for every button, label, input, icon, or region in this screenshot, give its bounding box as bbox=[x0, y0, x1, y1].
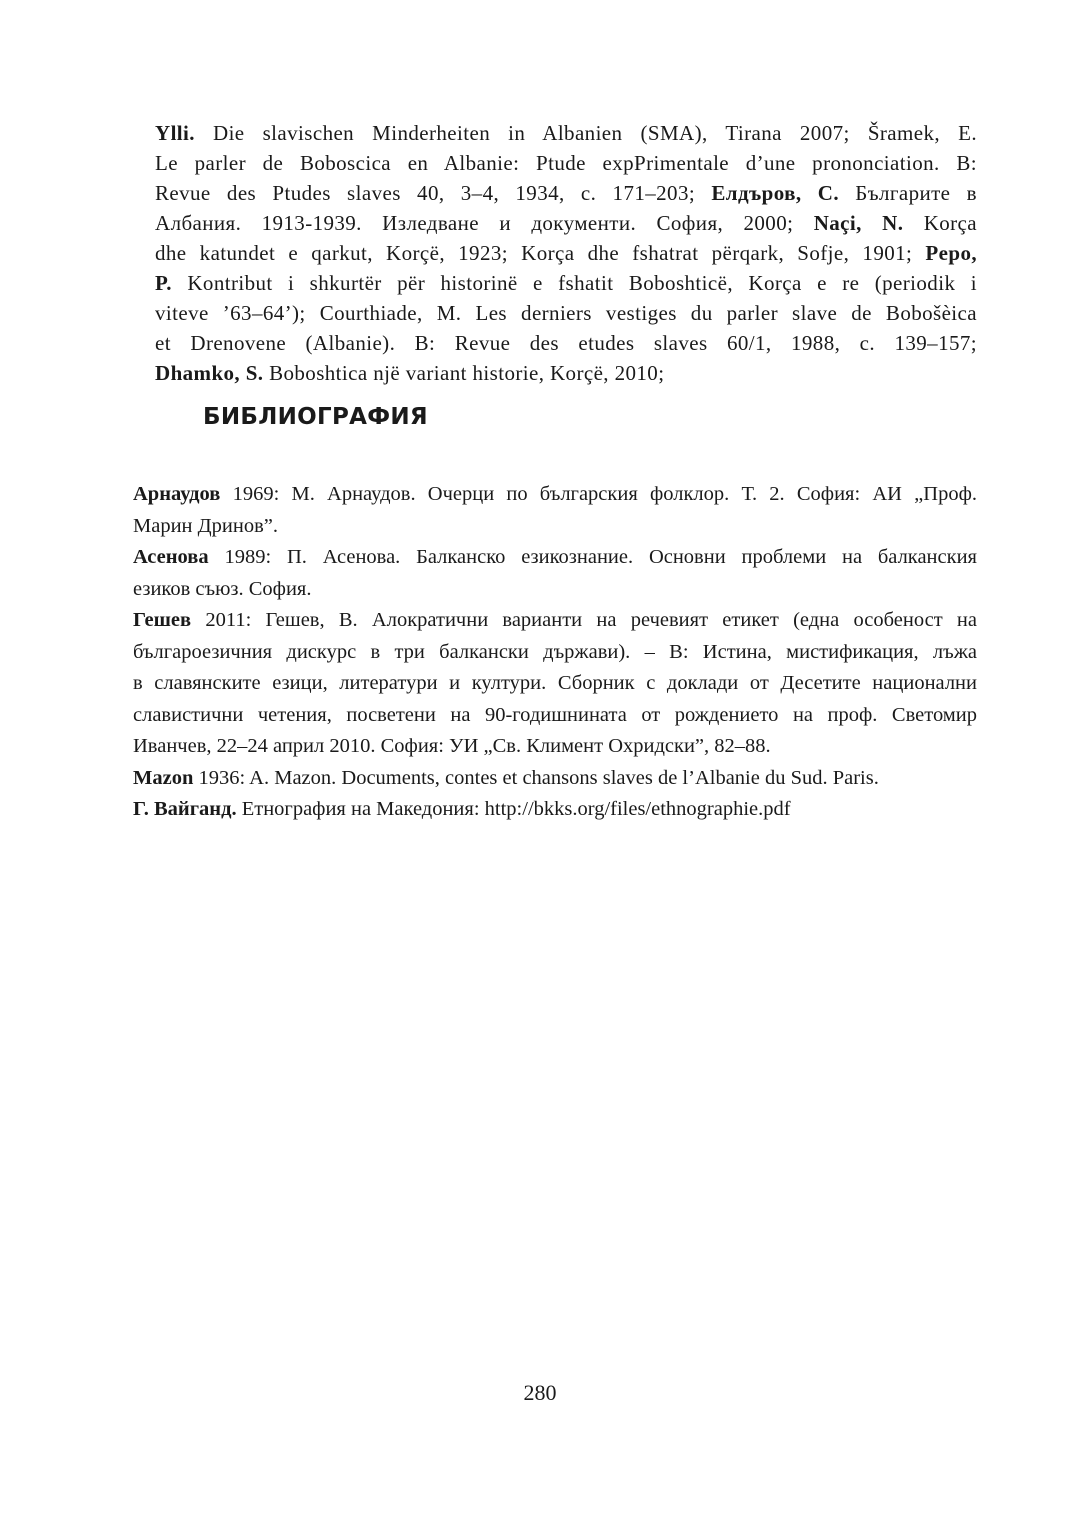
paragraph-line: viteve ’63–64’); Courthiade, M. Les derniers vestiges du parler slave de Bobošèica bbox=[155, 301, 977, 325]
entry-line: Mazon 1936: A. Mazon. Documents, contes et chansons slaves de l’Albanie du Sud. Paris. bbox=[133, 766, 879, 789]
entry-line: Арнаудов 1969: М. Арнаудов. Очерци по българския фолклор. Т. 2. София: АИ „Проф. bbox=[133, 483, 977, 505]
bibliography-entry bbox=[133, 542, 977, 605]
entry-line: Марин Дринов”. bbox=[133, 514, 278, 537]
paragraph-line: et Drenovene (Albanie). B: Revue des etudes slaves 60/1, 1988, c. 139–157; bbox=[155, 331, 977, 355]
entry-line: Асенова 1989: П. Асенова. Балканско езикознание. Основни проблеми на балканския bbox=[133, 546, 977, 568]
entry-line: езиков съюз. София. bbox=[133, 577, 312, 600]
entry-line: в славянските езици, литератури и култури. Сборник с доклади от Десетите национални bbox=[133, 672, 977, 694]
bibliography-list bbox=[133, 479, 977, 826]
paragraph-line: Dhamko, S. Boboshtica një variant historie, Korçë, 2010; bbox=[155, 361, 665, 385]
section-heading: БИБЛИОГРАФИЯ bbox=[203, 404, 428, 430]
bibliography-entry bbox=[133, 605, 977, 763]
entry-line: българоезичния дискурс в три балкански държави). – В: Истина, мистификация, лъжа bbox=[133, 640, 977, 663]
paragraph-line: P. Kontribut i shkurtër për historinë e fshatit Boboshticë, Korça e re (periodik i bbox=[155, 271, 977, 295]
page-number: 280 bbox=[523, 1380, 557, 1405]
paragraph-line: dhe katundet e qarkut, Korçë, 1923; Korça dhe fshatrat përqark, Sofje, 1901; Pepo, bbox=[155, 241, 977, 265]
entry-line: Гешев 2011: Гешев, В. Алократични варианти на речевият етикет (една особеност на bbox=[133, 609, 977, 631]
paragraph-line: Revue des Ptudes slaves 40, 3–4, 1934, c. 171–203; Елдъров, С. Българите в bbox=[155, 181, 977, 205]
paragraph-line: Ylli. Die slavischen Minderheiten in Albanien (SMA), Tirana 2007; Šramek, E. bbox=[155, 121, 977, 145]
entry-line: славистични четения, посветени на 90-годишнината от рождението на проф. Светомир bbox=[133, 703, 977, 726]
bibliography-entry bbox=[133, 763, 977, 795]
entry-line: Г. Вайганд. Етнография на Македония: http://bkks.org/files/ethnographie.pdf bbox=[133, 798, 791, 820]
reference-paragraph bbox=[155, 118, 977, 388]
paragraph-line: Le parler de Boboscica en Albanie: Ptude expPrimentale d’une prononciation. B: bbox=[155, 151, 977, 175]
entry-line: Иванчев, 22–24 април 2010. София: УИ „Св. Климент Охридски”, 82–88. bbox=[133, 735, 771, 757]
bibliography-entry bbox=[133, 794, 977, 826]
paragraph-line: Албания. 1913-1939. Изледване и документи. София, 2000; Naçi, N. Korça bbox=[155, 211, 977, 235]
bibliography-entry bbox=[133, 479, 977, 542]
